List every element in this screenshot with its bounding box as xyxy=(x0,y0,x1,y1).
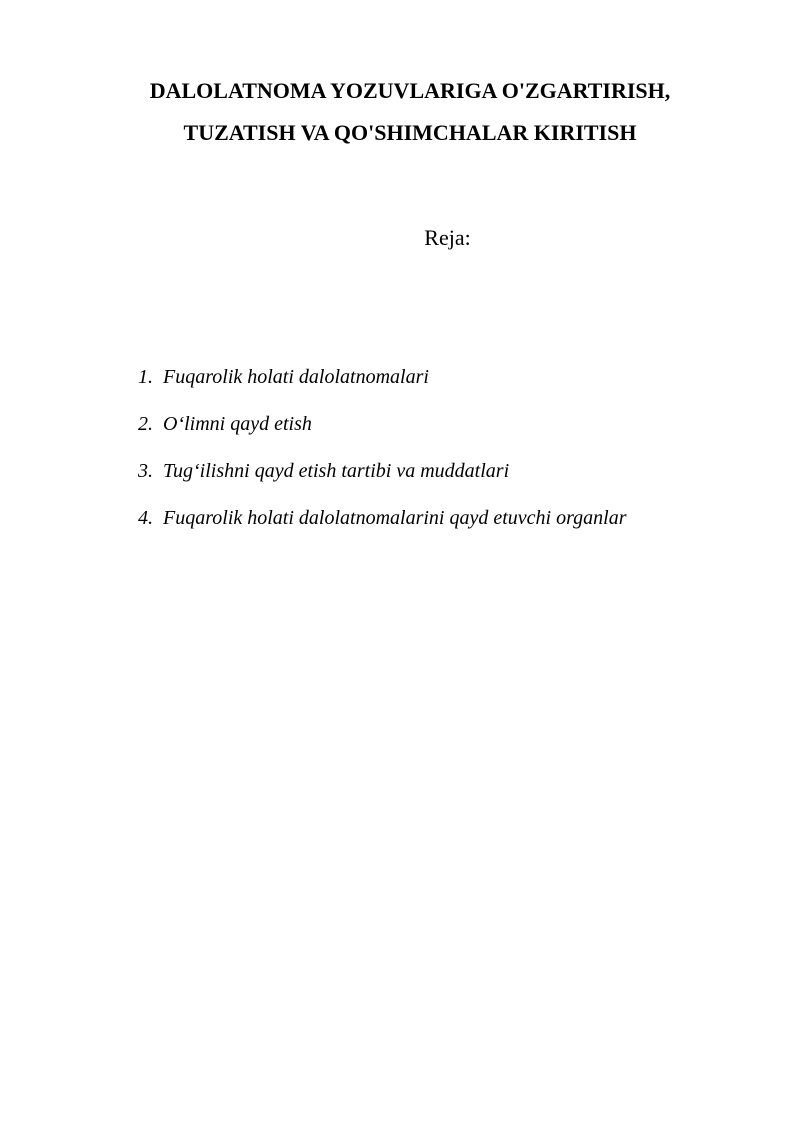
plan-list xyxy=(138,362,627,550)
plan-item-number: 1. xyxy=(138,366,153,388)
title-line-2: TUZATISH VA QO'SHIMCHALAR KIRITISH xyxy=(183,120,637,145)
plan-item-number: 4. xyxy=(138,507,153,529)
plan-item-text: Fuqarolik holati dalolatnomalari xyxy=(163,366,429,388)
plan-item-text: Fuqarolik holati dalolatnomalarini qayd etuvchi organlar xyxy=(163,507,627,529)
plan-item-number: 3. xyxy=(138,460,153,482)
plan-item-text: O‘limni qayd etish xyxy=(163,413,312,435)
plan-item xyxy=(138,409,627,456)
document-title xyxy=(100,70,720,154)
plan-item xyxy=(138,503,627,550)
plan-item-number: 2. xyxy=(138,413,153,435)
title-line-1: DALOLATNOMA YOZUVLARIGA O'ZGARTIRISH, xyxy=(149,78,671,103)
plan-item xyxy=(138,362,627,409)
plan-item-text: Tug‘ilishni qayd etish tartibi va muddatlari xyxy=(163,460,510,482)
plan-item xyxy=(138,456,627,503)
plan-heading: Reja: xyxy=(424,225,471,250)
